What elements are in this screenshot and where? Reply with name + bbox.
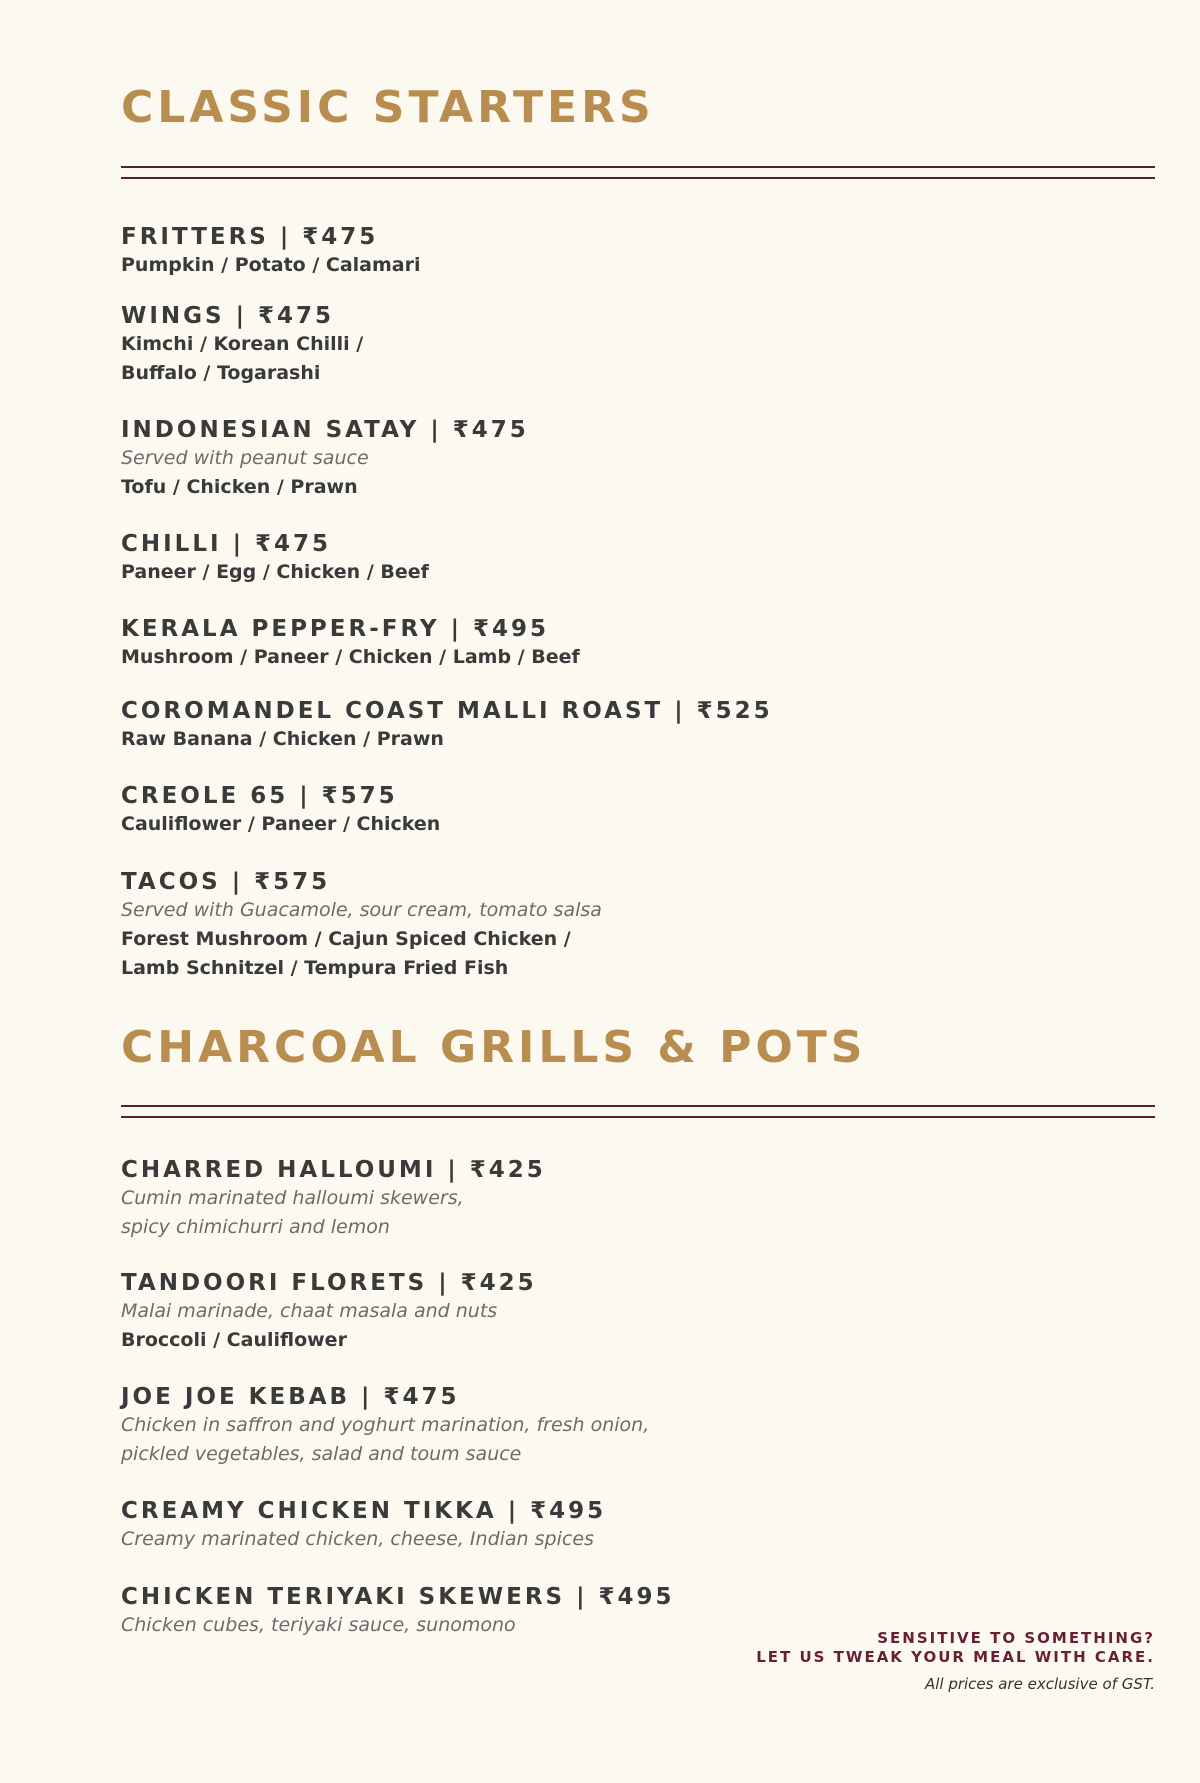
item-options: [121, 473, 821, 502]
item-description-line: Creamy marinated chicken, cheese, Indian spices: [121, 1528, 594, 1550]
item-options: [121, 810, 821, 839]
menu-item-charred-halloumi: [121, 1156, 821, 1242]
item-description-line: Cumin marinated halloumi skewers,: [121, 1187, 464, 1209]
item-options-line: Broccoli / Cauliflower: [121, 1329, 347, 1351]
menu-item-fritters: [121, 223, 821, 280]
item-description: [121, 1411, 821, 1469]
item-description: [121, 1184, 821, 1242]
item-title: CHILLI | ₹475: [121, 531, 331, 557]
item-title: CREAMY CHICKEN TIKKA | ₹495: [121, 1498, 607, 1524]
item-options-line: Lamb Schnitzel / Tempura Fried Fish: [121, 957, 509, 979]
item-description-line: Chicken in saffron and yoghurt marination, fresh onion,: [121, 1414, 650, 1436]
item-description: [121, 444, 821, 473]
item-description-line: Served with peanut sauce: [121, 447, 369, 469]
item-description: [121, 1525, 821, 1554]
item-options-line: Mushroom / Paneer / Chicken / Lamb / Beef: [121, 646, 580, 668]
menu-item-indonesian-satay: [121, 416, 821, 502]
section-title-charcoal-grills-pots: CHARCOAL GRILLS & POTS: [121, 1022, 867, 1073]
menu-item-creamy-chicken-tikka: [121, 1497, 821, 1554]
menu-item-tandoori-florets: [121, 1269, 821, 1355]
item-description: [121, 1297, 821, 1326]
item-options: [121, 330, 821, 388]
item-title: TANDOORI FLORETS | ₹425: [121, 1270, 537, 1296]
item-description: [121, 896, 821, 925]
item-options: [121, 925, 821, 983]
item-description-line: pickled vegetables, salad and toum sauce: [121, 1443, 522, 1465]
item-title: CREOLE 65 | ₹575: [121, 783, 398, 809]
menu-item-kerala-pepper-fry: [121, 615, 821, 672]
menu-item-coromandel-coast-malli-roast: [121, 697, 821, 754]
item-title: CHICKEN TERIYAKI SKEWERS | ₹495: [121, 1584, 675, 1610]
item-options-line: Forest Mushroom / Cajun Spiced Chicken /: [121, 928, 571, 950]
item-title: FRITTERS | ₹475: [121, 224, 379, 250]
menu-item-wings: [121, 302, 821, 388]
menu-item-creole-65: [121, 782, 821, 839]
item-description-line: Served with Guacamole, sour cream, tomato salsa: [121, 899, 602, 921]
menu-item-joe-joe-kebab: [121, 1383, 821, 1469]
allergy-note-line: SENSITIVE TO SOMETHING?: [877, 1629, 1155, 1647]
item-title: CHARRED HALLOUMI | ₹425: [121, 1157, 546, 1183]
item-description: [121, 1611, 821, 1640]
item-options-line: Tofu / Chicken / Prawn: [121, 476, 358, 498]
item-options-line: Buffalo / Togarashi: [121, 362, 321, 384]
section-title-classic-starters: CLASSIC STARTERS: [121, 82, 655, 133]
allergy-note-line: LET US TWEAK YOUR MEAL WITH CARE.: [756, 1648, 1155, 1666]
item-options-line: Cauliflower / Paneer / Chicken: [121, 813, 441, 835]
item-options-line: Paneer / Egg / Chicken / Beef: [121, 561, 429, 583]
footer: [756, 1629, 1155, 1694]
item-title: KERALA PEPPER-FRY | ₹495: [121, 616, 550, 642]
menu-item-tacos: [121, 868, 821, 983]
gst-note: All prices are exclusive of GST.: [924, 1675, 1155, 1693]
item-options: [121, 643, 821, 672]
item-options-line: Raw Banana / Chicken / Prawn: [121, 728, 444, 750]
item-title: COROMANDEL COAST MALLI ROAST | ₹525: [121, 698, 773, 724]
item-title: WINGS | ₹475: [121, 303, 335, 329]
item-options-line: Pumpkin / Potato / Calamari: [121, 254, 421, 276]
item-title: TACOS | ₹575: [121, 869, 331, 895]
item-description-line: spicy chimichurri and lemon: [121, 1216, 390, 1238]
menu-item-chilli: [121, 530, 821, 587]
item-title: INDONESIAN SATAY | ₹475: [121, 417, 529, 443]
item-title: JOE JOE KEBAB | ₹475: [121, 1384, 460, 1410]
section-divider: [121, 166, 1155, 179]
allergy-note: [756, 1629, 1155, 1667]
item-options: [121, 558, 821, 587]
item-description-line: Chicken cubes, teriyaki sauce, sunomono: [121, 1614, 516, 1636]
item-options: [121, 251, 821, 280]
section-divider: [121, 1105, 1155, 1118]
item-options: [121, 1326, 821, 1355]
item-options: [121, 725, 821, 754]
item-description-line: Malai marinade, chaat masala and nuts: [121, 1300, 498, 1322]
menu-item-chicken-teriyaki-skewers: [121, 1583, 821, 1640]
item-options-line: Kimchi / Korean Chilli /: [121, 333, 364, 355]
